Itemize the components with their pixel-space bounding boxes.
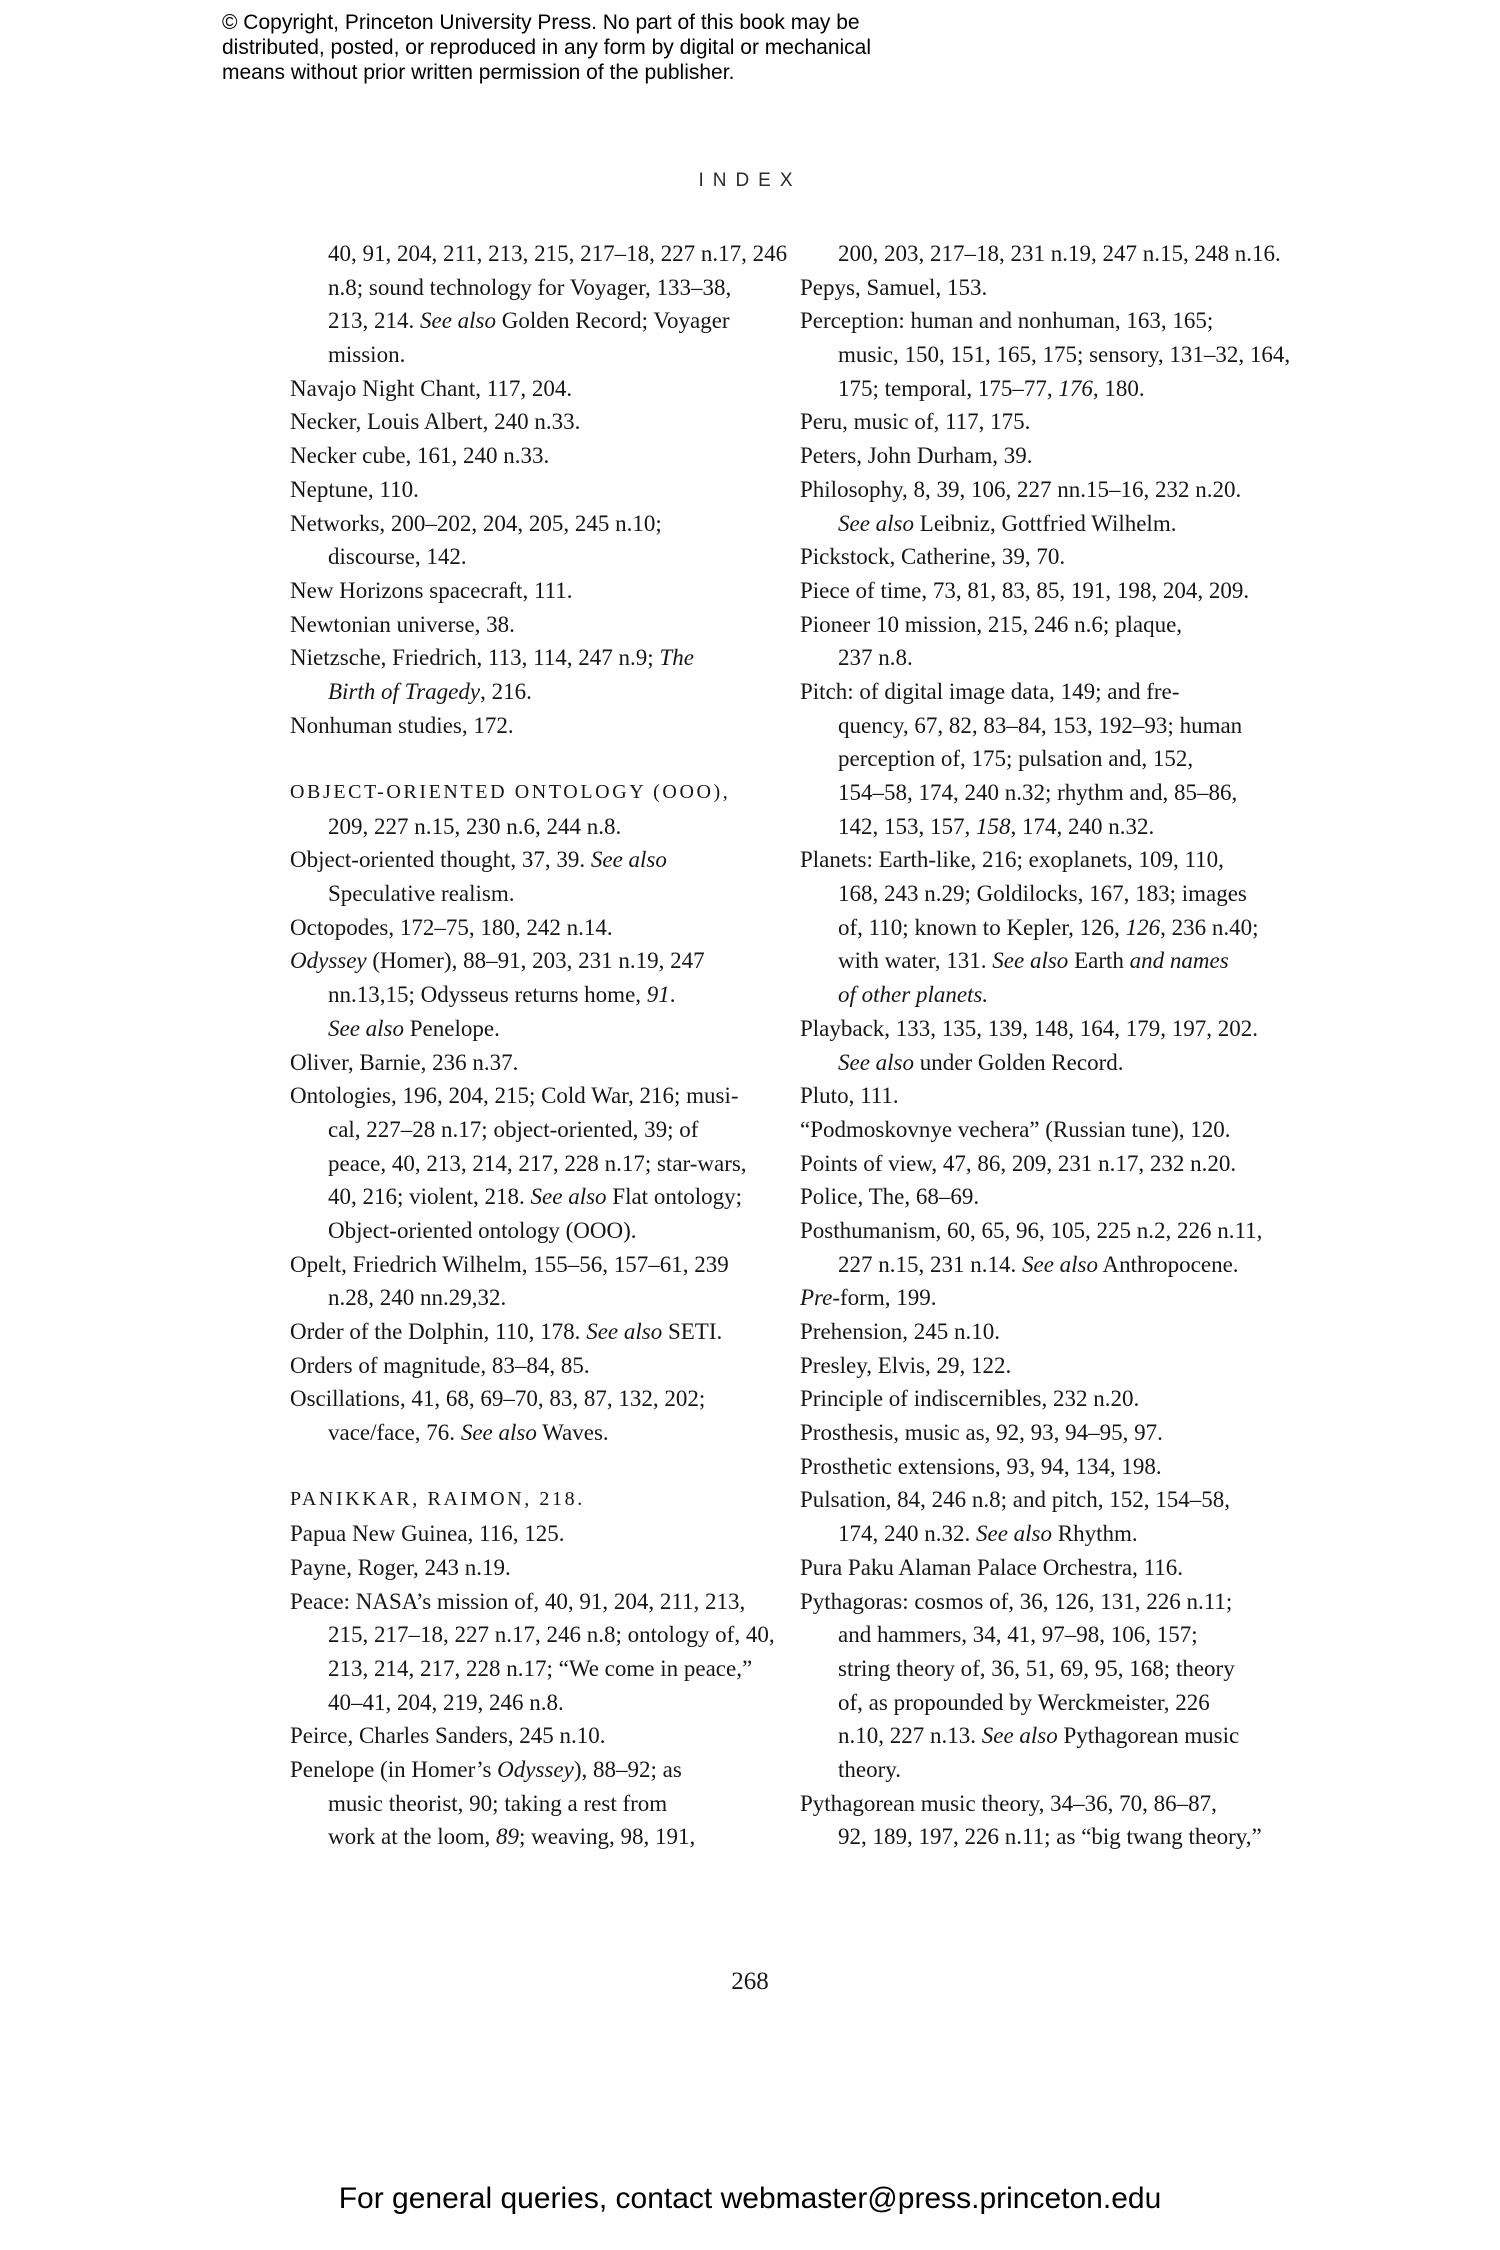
index-line-segment: Waves. — [536, 1420, 609, 1446]
index-line-segment: Pickstock, Catherine, 39, 70. — [800, 544, 1066, 570]
index-line — [800, 742, 1280, 776]
index-line — [290, 1450, 770, 1484]
index-line — [800, 675, 1280, 709]
index-line — [800, 1248, 1280, 1282]
index-line-italic-segment: See also — [838, 510, 915, 536]
index-line-segment: 213, 214. — [328, 308, 420, 334]
index-line — [800, 944, 1280, 978]
index-line — [290, 237, 788, 271]
index-line — [800, 1551, 1280, 1585]
index-line — [800, 1450, 1280, 1484]
index-line-italic-segment: Birth of Tragedy — [328, 678, 481, 704]
index-line-segment: Neptune, 110. — [290, 476, 419, 502]
index-line — [290, 978, 770, 1012]
index-line — [290, 439, 770, 473]
index-line-segment: nn.13,15; Odysseus returns home, — [328, 982, 647, 1008]
index-line — [290, 304, 770, 338]
index-line-segment: music, 150, 151, 165, 175; sensory, 131–32, 164, — [838, 342, 1291, 368]
index-line — [800, 1517, 1280, 1551]
index-line — [800, 911, 1280, 945]
index-line — [800, 507, 1280, 541]
index-line-segment: PANIKKAR, RAIMON, 218. — [290, 1488, 585, 1511]
index-line — [290, 1180, 770, 1214]
index-line-segment: work at the loom, — [328, 1824, 496, 1850]
index-line — [290, 1585, 770, 1619]
index-line-segment: n.28, 240 nn.29,32. — [328, 1285, 507, 1311]
index-line — [800, 338, 1291, 372]
index-line — [800, 1416, 1280, 1450]
index-line-segment: New Horizons spacecraft, 111. — [290, 577, 573, 603]
index-line-segment: under Golden Record. — [914, 1049, 1124, 1075]
index-line-segment: theory. — [838, 1756, 902, 1782]
index-line — [290, 1046, 770, 1080]
running-head-index: INDEX — [698, 170, 802, 191]
index-line — [800, 776, 1280, 810]
index-line — [290, 1147, 770, 1181]
copyright-notice — [222, 10, 871, 85]
index-line — [290, 911, 770, 945]
index-line-segment: Flat ontology; — [606, 1184, 742, 1210]
index-line-segment: mission. — [328, 342, 406, 368]
copyright-line: © Copyright, Princeton University Press. No part of this book may be — [222, 11, 860, 34]
index-line — [800, 1046, 1280, 1080]
index-line-segment: Posthumanism, 60, 65, 96, 105, 225 n.2, 226 n.11, — [800, 1217, 1263, 1243]
index-line — [800, 1012, 1280, 1046]
index-line-segment: Pulsation, 84, 246 n.8; and pitch, 152, 154–58, — [800, 1487, 1230, 1513]
index-line-segment: Pythagoras: cosmos of, 36, 126, 131, 226 n.11; — [800, 1588, 1233, 1614]
index-line — [290, 1349, 770, 1383]
index-line-segment: Peirce, Charles Sanders, 245 n.10. — [290, 1723, 606, 1749]
index-line — [800, 271, 1280, 305]
index-line-segment: perception of, 175; pulsation and, 152, — [838, 746, 1194, 772]
index-line-segment: Object-oriented thought, 37, 39. — [290, 847, 591, 873]
index-line — [290, 574, 770, 608]
index-line — [290, 810, 770, 844]
index-line-segment: 227 n.15, 231 n.14. — [838, 1251, 1022, 1277]
index-line — [800, 1113, 1280, 1147]
index-line-segment: 209, 227 n.15, 230 n.6, 244 n.8. — [328, 813, 622, 839]
index-line — [290, 271, 770, 305]
index-line-segment: quency, 67, 82, 83–84, 153, 192–93; human — [838, 712, 1243, 738]
index-line-segment: of, as propounded by Werckmeister, 226 — [838, 1689, 1210, 1715]
index-line — [800, 843, 1280, 877]
index-line — [800, 1820, 1280, 1854]
index-line-segment: Presley, Elvis, 29, 122. — [800, 1352, 1012, 1378]
index-line-segment: Octopodes, 172–75, 180, 242 n.14. — [290, 914, 613, 940]
index-line — [290, 372, 770, 406]
index-line-segment: . — [669, 982, 676, 1008]
index-line — [800, 1349, 1280, 1383]
index-line-segment: cal, 227–28 n.17; object-oriented, 39; of — [328, 1116, 699, 1142]
index-line-segment: 154–58, 174, 240 n.32; rhythm and, 85–86, — [838, 780, 1238, 805]
index-line-segment: Order of the Dolphin, 110, 178. — [290, 1319, 587, 1344]
index-line — [800, 1315, 1280, 1349]
index-line — [290, 608, 770, 642]
index-line — [800, 1281, 1280, 1315]
index-line — [800, 709, 1280, 743]
index-line-segment: Newtonian universe, 38. — [290, 611, 515, 637]
index-line-italic-segment: See also — [590, 847, 667, 873]
index-line-italic-segment: 126 — [1125, 914, 1161, 940]
index-line — [800, 1382, 1280, 1416]
index-line-italic-segment: The — [659, 645, 694, 671]
index-line-segment: Rhythm. — [1052, 1521, 1138, 1547]
index-line — [290, 473, 770, 507]
index-line — [800, 304, 1280, 338]
index-line-segment: 40, 91, 204, 211, 213, 215, 217–18, 227 n.17, 246 — [328, 241, 788, 266]
index-line-italic-segment: Pre — [800, 1285, 833, 1311]
index-line — [290, 1820, 770, 1854]
index-line — [290, 1382, 770, 1416]
index-line-segment: Principle of indiscernibles, 232 n.20. — [800, 1386, 1140, 1412]
index-line-segment: Prosthesis, music as, 92, 93, 94–95, 97. — [800, 1420, 1163, 1446]
index-line-segment: 142, 153, 157, — [838, 813, 976, 839]
index-line — [800, 810, 1280, 844]
index-line-italic-segment: and names — [1129, 948, 1229, 974]
index-column-left — [290, 237, 788, 1854]
index-line — [800, 473, 1280, 507]
index-line-italic-segment: See also — [328, 1015, 405, 1041]
index-line — [290, 1517, 770, 1551]
index-line-italic-segment: Odyssey — [290, 948, 367, 974]
index-line — [800, 877, 1280, 911]
index-line-segment: Orders of magnitude, 83–84, 85. — [290, 1352, 590, 1378]
index-line-segment: with water, 131. — [838, 948, 993, 974]
index-line — [290, 641, 770, 675]
index-line-segment: Pioneer 10 mission, 215, 246 n.6; plaque, — [800, 611, 1183, 637]
index-line-segment: n.8; sound technology for Voyager, 133–38, — [328, 274, 732, 300]
index-line-segment: 215, 217–18, 227 n.17, 246 n.8; ontology of, 40, — [328, 1622, 775, 1648]
index-line — [290, 338, 770, 372]
index-line — [290, 1214, 770, 1248]
index-line-italic-segment: 176 — [1058, 375, 1093, 401]
index-line — [800, 978, 1280, 1012]
index-line-segment: Points of view, 47, 86, 209, 231 n.17, 232 n.20. — [800, 1150, 1237, 1176]
index-section-lead-line — [290, 776, 770, 810]
index-line-segment: Peru, music of, 117, 175. — [800, 409, 1031, 435]
index-line-segment: 168, 243 n.29; Goldilocks, 167, 183; images — [838, 881, 1247, 907]
index-line — [290, 507, 770, 541]
index-line — [800, 372, 1280, 406]
index-line-segment: Prosthetic extensions, 93, 94, 134, 198. — [800, 1453, 1162, 1479]
index-line-segment: Leibniz, Gottfried Wilhelm. — [914, 510, 1177, 536]
index-line-segment: 40–41, 204, 219, 246 n.8. — [328, 1689, 564, 1715]
index-line — [290, 1753, 770, 1787]
index-line — [290, 1012, 770, 1046]
index-line-segment: Ontologies, 196, 204, 215; Cold War, 216; musi- — [290, 1083, 739, 1109]
index-line-segment: OBJECT-ORIENTED ONTOLOGY (OOO), — [290, 781, 731, 803]
index-line-segment: Oscillations, 41, 68, 69–70, 83, 87, 132, 202; — [290, 1386, 706, 1412]
index-line — [290, 742, 770, 776]
index-line-italic-segment: Odyssey — [497, 1756, 574, 1782]
index-line — [290, 1787, 770, 1821]
index-line-segment: Peters, John Durham, 39. — [800, 443, 1033, 469]
index-line-segment: Pepys, Samuel, 153. — [800, 274, 988, 300]
index-line-segment: Nietzsche, Friedrich, 113, 114, 247 n.9; — [290, 645, 660, 671]
index-line-segment: 200, 203, 217–18, 231 n.19, 247 n.15, 248 n.16. — [838, 241, 1281, 266]
index-line — [800, 405, 1280, 439]
footer-contact-line: For general queries, contact webmaster@press.princeton.edu — [338, 2182, 1162, 2215]
index-line-segment: Papua New Guinea, 116, 125. — [290, 1521, 565, 1547]
index-line-segment: ), 88–92; as — [573, 1756, 682, 1782]
index-line-italic-segment: See also — [586, 1319, 663, 1344]
index-line-segment: peace, 40, 213, 214, 217, 228 n.17; star-wars, — [328, 1150, 747, 1176]
index-line — [800, 237, 1280, 271]
index-line — [800, 1180, 1280, 1214]
index-line-segment: SETI. — [662, 1319, 723, 1344]
index-line-italic-segment: 91 — [646, 982, 670, 1008]
index-line — [800, 540, 1280, 574]
index-line-italic-segment: See also — [530, 1184, 607, 1210]
index-line — [800, 1079, 1280, 1113]
index-line-italic-segment: See also — [981, 1723, 1058, 1749]
index-line-segment: Necker cube, 161, 240 n.33. — [290, 443, 550, 469]
index-line-segment: Golden Record; Voyager — [496, 308, 730, 334]
index-line-segment: Penelope (in Homer’s — [290, 1756, 498, 1782]
index-line-italic-segment: See also — [420, 308, 497, 334]
index-line — [290, 1551, 770, 1585]
index-line-segment: Anthropocene. — [1098, 1251, 1239, 1277]
index-line-segment: Penelope. — [404, 1015, 500, 1041]
index-line-segment: “Podmoskovnye vechera” (Russian tune), 120. — [800, 1116, 1231, 1142]
index-line-segment: Opelt, Friedrich Wilhelm, 155–56, 157–61, 239 — [290, 1251, 729, 1277]
index-line-segment: Playback, 133, 135, 139, 148, 164, 179, 197, 202. — [800, 1015, 1259, 1041]
index-line-segment: Piece of time, 73, 81, 83, 85, 191, 198, 204, 209. — [800, 577, 1250, 603]
index-line — [800, 1483, 1280, 1517]
index-line — [800, 1686, 1280, 1720]
index-line — [800, 1719, 1280, 1753]
index-line — [290, 944, 770, 978]
index-line — [800, 1652, 1280, 1686]
index-section-lead-line — [290, 1483, 770, 1517]
index-line-segment: 174, 240 n.32. — [838, 1521, 976, 1547]
index-line-segment: Speculative realism. — [328, 881, 515, 907]
index-line-segment: Payne, Roger, 243 n.19. — [290, 1554, 511, 1580]
index-line — [800, 1147, 1280, 1181]
index-line — [290, 1281, 770, 1315]
index-line-segment: Planets: Earth-like, 216; exoplanets, 109, 110, — [800, 847, 1224, 873]
index-line-segment: Pitch: of digital image data, 149; and fre- — [800, 678, 1180, 704]
index-line-segment: Earth — [1068, 948, 1130, 974]
index-line-segment: Nonhuman studies, 172. — [290, 712, 514, 738]
index-line — [800, 439, 1280, 473]
index-line-segment: -form, 199. — [832, 1285, 937, 1311]
index-line — [290, 1248, 770, 1282]
index-line — [800, 1753, 1280, 1787]
index-line-segment: Peace: NASA’s mission of, 40, 91, 204, 211, 213, — [290, 1588, 746, 1614]
index-line — [290, 1652, 770, 1686]
index-line — [290, 675, 770, 709]
index-line — [800, 574, 1280, 608]
index-line-segment: Pura Paku Alaman Palace Orchestra, 116. — [800, 1554, 1184, 1580]
index-line-segment: music theorist, 90; taking a rest from — [328, 1790, 668, 1816]
index-line — [800, 1214, 1280, 1248]
index-line — [290, 1719, 770, 1753]
index-line-segment: Police, The, 68–69. — [800, 1184, 980, 1210]
index-line — [290, 843, 770, 877]
index-line-italic-segment: See also — [838, 1049, 915, 1075]
index-line-italic-segment: 158 — [976, 813, 1011, 839]
index-line-segment: Networks, 200–202, 204, 205, 245 n.10; — [290, 510, 662, 536]
index-line-segment: n.10, 227 n.13. — [838, 1723, 982, 1749]
index-line-segment: (Homer), 88–91, 203, 231 n.19, 247 — [366, 948, 705, 974]
index-line-segment: Prehension, 245 n.10. — [800, 1319, 1000, 1344]
index-line-segment: , 236 n.40; — [1160, 914, 1259, 940]
index-line-segment: ; weaving, 98, 191, — [519, 1824, 696, 1850]
index-line-segment: , 174, 240 n.32. — [1010, 813, 1155, 839]
index-line-italic-segment: See also — [992, 948, 1069, 974]
index-line-segment: vace/face, 76. — [328, 1420, 461, 1446]
index-line — [290, 1686, 770, 1720]
index-line — [290, 709, 770, 743]
index-line-italic-segment: See also — [976, 1521, 1053, 1547]
index-line-italic-segment: See also — [460, 1420, 537, 1446]
index-line — [290, 1079, 770, 1113]
copyright-line: means without prior written permission of the publisher. — [222, 61, 735, 84]
index-line — [290, 1113, 770, 1147]
index-line-segment: Perception: human and nonhuman, 163, 165; — [800, 308, 1214, 334]
page-number: 268 — [731, 1968, 769, 1995]
index-line — [800, 1585, 1280, 1619]
index-line-segment: Object-oriented ontology (OOO). — [328, 1217, 637, 1243]
index-line-segment: Pythagorean music theory, 34–36, 70, 86–87, — [800, 1790, 1217, 1816]
index-line — [290, 1416, 770, 1450]
index-line-segment: Pythagorean music — [1057, 1723, 1240, 1749]
index-line — [290, 1315, 770, 1349]
index-line — [290, 1618, 775, 1652]
index-line-segment: and hammers, 34, 41, 97–98, 106, 157; — [838, 1622, 1198, 1648]
index-line — [800, 641, 1280, 675]
index-line — [290, 405, 770, 439]
index-line-segment: Navajo Night Chant, 117, 204. — [290, 375, 573, 401]
index-line-segment: Philosophy, 8, 39, 106, 227 nn.15–16, 232 n.20. — [800, 476, 1242, 502]
index-line-segment: 237 n.8. — [838, 645, 913, 671]
index-line-segment: Necker, Louis Albert, 240 n.33. — [290, 409, 581, 435]
index-line — [290, 877, 770, 911]
index-line-segment: 92, 189, 197, 226 n.11; as “big twang theory,” — [838, 1824, 1262, 1850]
index-column-right — [800, 237, 1291, 1854]
index-line-segment: 213, 214, 217, 228 n.17; “We come in peace,” — [328, 1655, 753, 1681]
index-line-italic-segment: 89 — [496, 1824, 519, 1850]
index-line-segment: 40, 216; violent, 218. — [328, 1184, 531, 1210]
index-line-segment: 175; temporal, 175–77, — [838, 375, 1059, 401]
index-line-segment: discourse, 142. — [328, 544, 467, 570]
index-line — [800, 608, 1280, 642]
copyright-line: distributed, posted, or reproduced in any form by digital or mechanical — [222, 36, 872, 59]
index-line-segment: , 180. — [1092, 375, 1145, 401]
index-line-segment: , 216. — [480, 678, 532, 704]
index-line-segment: Pluto, 111. — [800, 1083, 899, 1109]
index-line — [290, 540, 770, 574]
index-line-segment: string theory of, 36, 51, 69, 95, 168; theory — [838, 1655, 1235, 1681]
index-line — [800, 1787, 1280, 1821]
index-line-italic-segment: See also — [1022, 1251, 1099, 1277]
index-line-italic-segment: of other planets. — [838, 982, 989, 1008]
index-line — [800, 1618, 1280, 1652]
index-line-segment: of, 110; known to Kepler, 126, — [838, 914, 1126, 940]
index-line-segment: Oliver, Barnie, 236 n.37. — [290, 1049, 519, 1075]
